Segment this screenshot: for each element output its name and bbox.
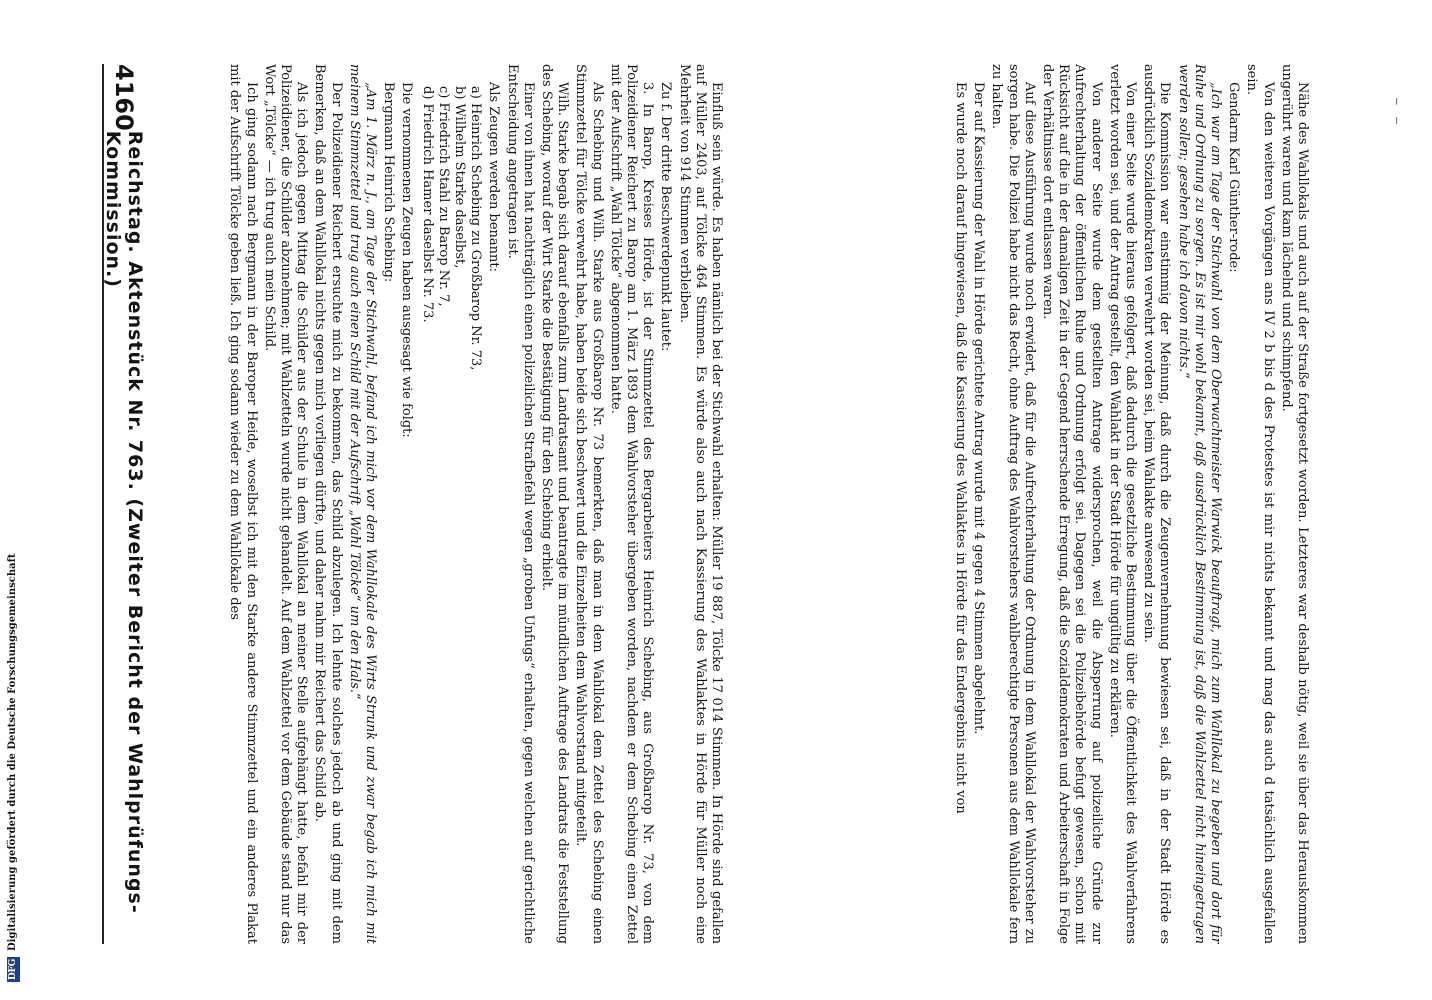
witness-list-item: a) Heinrich Schebing zu Großbarop Nr. 73, — [468, 86, 484, 371]
paragraph: Der Polizeidiener Reichert ersuchte mich zu bekommen, das Schild abzulegen. Ich lehnte solches jedoch ab und ging mit dem Bemerken, daß an dem Wahllokal nichts gegen mich vorliegen dürfte, und daher nahm mir Reichert das Schild ab. — [312, 64, 344, 944]
witness-list-item: d) Friedrich Hamer daselbst Nr. 73. — [419, 86, 435, 323]
paragraph: Als ich jedoch gegen Mittag die Schilder aus der Schule in dem Wahllokal an meiner Stelle aufgehängt hatte, befahl mir der Polizeidiener, die Schilder abzunehmen; mit Wahlzetteln wurde nicht gehandelt. Auf dem Wahlzettel vor dem Gebäude stand nur das Wort „Tölcke“ — ich trug auch mein Schild. — [261, 64, 310, 944]
page-header — [102, 64, 144, 944]
credit-line — [4, 553, 22, 982]
paragraph: Einer von ihnen hat nachträglich einen polizeilichen Strafbefehl wegen „groben Unfugs“ erhalten, gegen welchen auf gerichtliche Entscheidung angetragen ist. — [504, 64, 536, 944]
witness-list — [418, 86, 483, 944]
text-columns — [150, 64, 1310, 944]
paragraph: Von den weiteren Vorgängen ans IV 2 b bis d des Protestes ist mir nichts bekannt und mag das auch d tatsächlich ausgefallen sein. — [1244, 64, 1276, 944]
page-number: 4160 — [110, 64, 138, 131]
paragraph: Von anderer Seite wurde dem gestellten Antrage widersprochen, weil die Absperrung auf polizeiliche Gründe zur Aufrechterhaltung der öffentlichen Ruhe und Ordnung erfolgt sei. Dagegen sei die Polizeibehörde befugt gewesen, schon mit Rücksicht auf die in der damaligen Zeit in der Gegend herrschende Erregung, daß die Sozialdemokraten und Arbeiterschaft in Folge der Verhältnisse dort entlassen waren. — [1039, 64, 1104, 944]
running-title: Reichstag. Aktenstück Nr. 763. (Zweiter Bericht der Wahlprüfungs-Kommission.) — [102, 130, 146, 914]
paragraph: „Am 1. März n. J., am Tage der Stichwahl, befand ich mich vor dem Wahllokale des Wirts Strunk und zwar begab ich mich mit meinem Stimmzettel und trug auch einen Schild mit der Aufschrift „Wahl Tölcke“ um den Hals.“ — [346, 64, 378, 944]
witness-list-item: c) Friedrich Stahl zu Barop Nr. 7, — [435, 86, 451, 307]
paragraph: Es wurde noch darauf hingewiesen, daß die Kassierung des Wahlaktes in Hörde für das Endergebnis nicht von — [952, 82, 968, 814]
dfg-logo: DFG — [7, 959, 18, 980]
paragraph: Bergmann Heinrich Schebing: — [381, 82, 397, 283]
paragraph: Der auf Kassierung der Wahl in Hörde gerichtete Antrag wurde mit 4 gegen 4 Stimmen abgelehnt. — [971, 82, 987, 735]
paragraph: Die Kommission war einstimmig der Meinung, daß durch die Zeugenvernehmung bewiesen sei, daß in der Stadt Hörde es ausdrücklich Sozialdemokraten verwehrt worden sei, beim Wahlakte anwesend zu sein. — [1141, 64, 1173, 944]
witness-list-item: b) Wilhelm Starke daselbst, — [451, 86, 467, 269]
paragraph: Als Schebing und Wilh. Starke aus Großbarop Nr. 73 bemerkten, daß man in dem Wahllokal dem Zettel des Schebing einen Stimmzettel für Tölcke verwehrt habe, haben beide sich beschwert und die Einzelheiten dem Wahlvorstand mitgeteilt. — [573, 64, 605, 944]
paragraph: Gendarm Karl Günther-rode: — [1226, 82, 1242, 273]
paragraph: Zu f. Der dritte Beschwerdepunkt lautet: — [658, 82, 674, 352]
scan-mark: — — — [1391, 98, 1404, 127]
right-column — [150, 64, 724, 944]
paragraph: „Ich war am Tage der Stichwahl von dem Oberwachtmeister Warwick beauftragt, mich zum Wahllokal zu begeben und dort für Ruhe und Ordnung zu sorgen. Es ist mir wohl bekannt, daß ausdrücklich Bestimmung ist, daß die Wahlzettel nicht hineingetragen werden sollen; gesehen habe ich davon nichts.“ — [1175, 64, 1223, 944]
paragraph: Wilh. Starke begab sich darauf ebenfalls zum Landratsamt und beantragte im mündlichen Auftrage des Landrats die Feststellung des Schebing, worauf der Wirt Starke die Bestätigung für den Schebing erhielt. — [538, 64, 571, 944]
left-column — [736, 64, 1310, 944]
paragraph: Einfluß sein würde. Es haben nämlich bei der Stichwahl erhalten: Müller 19 887, Tölcke 17 014 Stimmen. In Hörde sind gefallen auf Müller 2403, auf Tölcke 464 Stimmen. Es würde also auch nach Kassierung des Wahlaktes in Hörde für Müller noch eine Mehrheit von 914 Stimmen verbleiben. — [676, 64, 724, 944]
digitization-credit-strip — [4, 553, 22, 994]
paragraph: Von einer Seite wurde hieraus gefolgert, daß dadurch die gesetzliche Bestimmung über die Öffentlichkeit des Wahlverfahrens verletzt worden sei, und der Antrag gestellt, den Wahlakt in der Stadt Hörde für ungültig zu erklären. — [1106, 64, 1138, 944]
paragraph: Nähe des Wahllokals und auch auf der Straße fortgesetzt worden. Letzteres war deshalb nötig, weil sie über das Herauskommen ungerührt waren und kam lächelnd und schimpfend. — [1278, 64, 1310, 944]
paragraph: Ich ging sodann nach Bergmann in der Baroper Heide, woselbst ich mit den Starke andere Stimmzettel und ein anderes Plakat mit der Aufschrift Tölcke geben ließ. Ich ging sodann wieder zu dem Wahllokale des — [227, 64, 259, 944]
paragraph: 3. In Barop, Kreises Hörde, ist der Stimmzettel des Bergarbeiters Heinrich Schebing, aus Großbarop Nr. 73, von dem Polizeidiener Reichert zu Barop am 1. März 1893 dem Wahlvorsteher übergeben worden, nachdem er dem Schebing einen Zettel mit der Aufschrift „Wahl Tölcke“ abgenommen hatte. — [607, 64, 656, 944]
paragraph: Die vernommenen Zeugen haben ausgesagt wie folgt: — [399, 82, 415, 438]
credit-text: Digitalisierung gefördert durch die Deutsche Forschungsgemeinschaft — [7, 553, 18, 952]
paragraph: Als Zeugen werden benannt: — [486, 82, 502, 273]
paragraph: Auf diese Ausführung wurde noch erwidert, daß für die Aufrechterhaltung der Ordnung in dem Wahllokal der Wahlvorsteher zu sorgen habe. Die Polizei habe nicht das Recht, ohne Auftrag des Wahlvorstehers wahlberechtigte Personen aus dem Wahllokale fern zu halten. — [989, 64, 1037, 944]
